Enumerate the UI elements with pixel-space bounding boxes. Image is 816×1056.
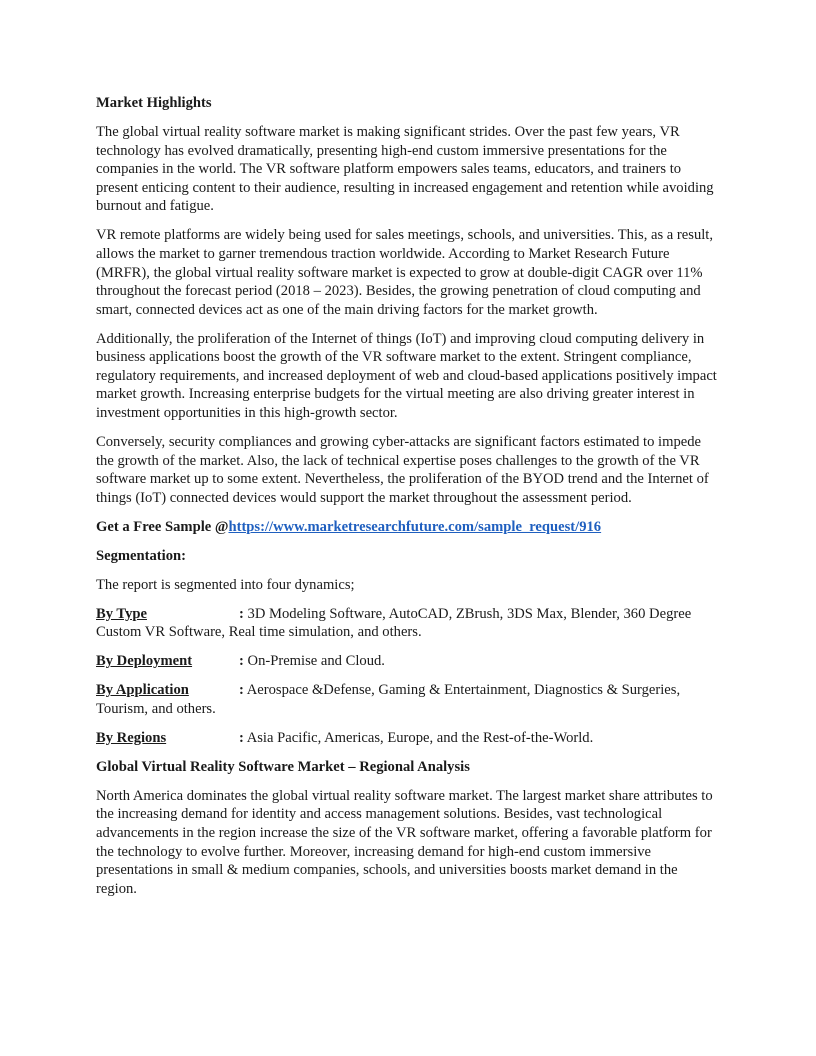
free-sample-line (96, 518, 720, 537)
segment-colon: : (239, 653, 244, 670)
sample-request-link[interactable]: https://www.marketresearchfuture.com/sample_request/916 (228, 518, 602, 535)
segment-colon: : (239, 682, 244, 699)
segment-term: By Deployment (96, 653, 193, 670)
heading-market-highlights: Market Highlights (96, 95, 212, 111)
paragraph-regional-analysis: North America dominates the global virtual reality software market. The largest market share attributes to the increasing demand for identity and access management solutions. Besides, vast technological advancements in the region increase the size of the VR software market, offering a favorable platform for the technology to evolve further. Moreover, increasing demand for high-end custom immersive presentations in small & medium companies, schools, and universities boosts market demand in the region. (96, 787, 713, 897)
segment-by-application (96, 681, 720, 718)
free-sample-label: Get a Free Sample @ (96, 518, 229, 535)
document-page (96, 94, 720, 909)
heading-segmentation: Segmentation: (96, 547, 186, 564)
segmentation-intro: The report is segmented into four dynamics; (96, 576, 355, 593)
paragraph-intro: The global virtual reality software market is making significant strides. Over the past few years, VR technology has evolved dramatically, presenting high-end custom immersive presentations for the companies in the world. The VR software platform empowers sales teams, educators, and trainers to present enticing content to their audience, resulting in increased engagement and retention while avoiding burnout and fatigue. (96, 123, 714, 215)
segment-description: 3D Modeling Software, AutoCAD, ZBrush, 3DS Max, Blender, 360 Degree Custom VR Software, Real time simulation, and others. (96, 605, 692, 641)
paragraph-iot-cloud: Additionally, the proliferation of the Internet of things (IoT) and improving cloud computing delivery in business applications boost the growth of the VR software market to the extent. Stringent compliance, regulatory requirements, and increased deployment of web and cloud-based applications positively impact market growth. Increasing enterprise budgets for the virtual meeting are also driving greater interest in investment opportunities in this high-growth sector. (96, 330, 717, 422)
segment-by-deployment (96, 652, 720, 671)
heading-regional-analysis: Global Virtual Reality Software Market – Regional Analysis (96, 758, 470, 775)
segment-term: By Regions (96, 729, 167, 746)
segment-term: By Type (96, 605, 147, 622)
segment-colon: : (239, 605, 244, 622)
segment-description: On-Premise and Cloud. (243, 653, 385, 670)
segment-description: Aerospace &Defense, Gaming & Entertainment, Diagnostics & Surgeries, Tourism, and others. (96, 682, 681, 717)
paragraph-vr-remote-platforms: VR remote platforms are widely being used for sales meetings, schools, and universities. This, as a result, allows the market to garner tremendous traction worldwide. According to Market Research Future (MRFR), the global virtual reality software market is expected to grow at double-digit CAGR over 11% throughout the forecast period (2018 – 2023). Besides, the growing penetration of cloud computing and smart, connected devices act as one of the main driving factors for the market growth. (96, 227, 713, 318)
segment-by-regions (96, 729, 720, 748)
paragraph-security-challenges: Conversely, security compliances and growing cyber-attacks are significant factors estimated to impede the growth of the market. Also, the lack of technical expertise poses challenges to the growth of the VR software market up to some extent. Nevertheless, the proliferation of the BYOD trend and the Internet of things (IoT) connected devices would support the market throughout the assessment period. (96, 434, 709, 506)
segment-description: Asia Pacific, Americas, Europe, and the Rest-of-the-World. (243, 729, 594, 746)
segment-colon: : (239, 729, 244, 746)
segment-by-type (96, 605, 720, 642)
segment-term: By Application (96, 682, 189, 699)
